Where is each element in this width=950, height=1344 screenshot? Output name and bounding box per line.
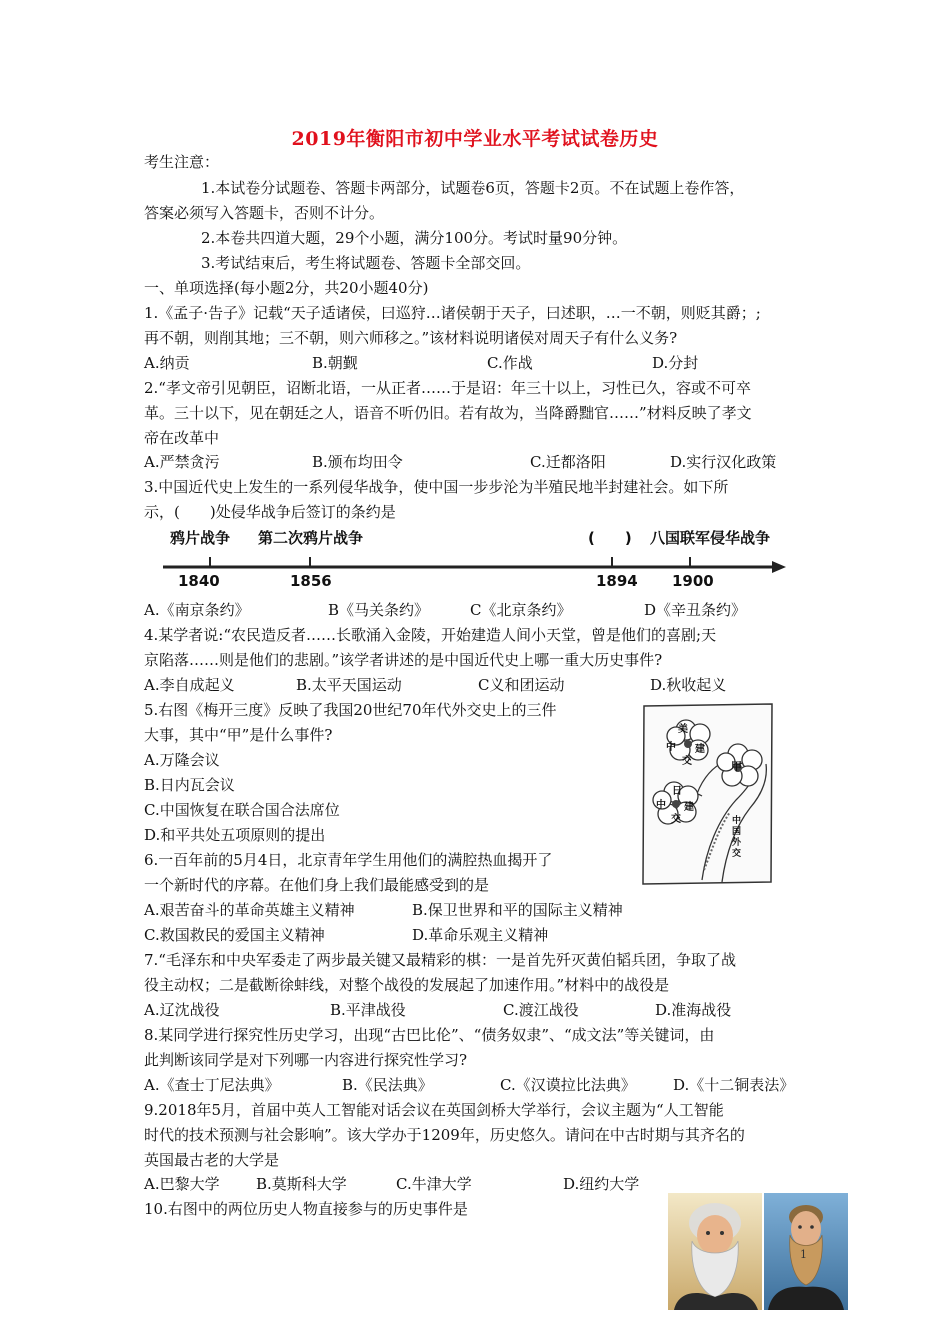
q8-option-c: C.《汉谟拉比法典》: [500, 1076, 636, 1094]
notice-line-2: 2.本卷共四道大题，29个小题，满分100分。考试时量90分钟。: [201, 229, 628, 247]
q1-stem-1: 1.《孟子·告子》记载“天子适诸侯，曰巡狩…诸侯朝于天子，曰述职，…一不朝，则贬其爵；;: [144, 304, 761, 322]
q3-option-a: A.《南京条约》: [144, 601, 250, 619]
notice-line-1-cont: 答案必须写入答题卡，否则不计分。: [144, 204, 385, 222]
blossom-label-jiao-1: 交: [682, 756, 692, 767]
q5-option-c: C.中国恢复在联合国合法席位: [144, 801, 340, 819]
timeline-year-4: 1900: [672, 572, 714, 590]
blossom-label-ri: 日: [672, 786, 682, 797]
q5-option-b: B.日内瓦会议: [144, 776, 235, 794]
blossom-label-zhong-2: 中: [656, 800, 666, 811]
q9-option-c: C.牛津大学: [396, 1175, 472, 1193]
q2-stem-3: 帝在改革中: [144, 429, 220, 447]
notice-line-3: 3.考试结束后，考生将试题卷、答题卡全部交回。: [201, 254, 531, 272]
q2-option-c: C.迁都洛阳: [530, 453, 606, 471]
q5-option-a: A.万隆会议: [144, 751, 220, 769]
q7-stem-2: 役主动权；二是截断徐蚌线，对整个战役的发展起了加速作用。”材料中的战役是: [144, 976, 670, 994]
q6-stem-2: 一个新时代的序幕。在他们身上我们最能感受到的是: [144, 876, 490, 894]
q6-option-b: B.保卫世界和平的国际主义精神: [412, 901, 623, 919]
blossom-label-jian-1: 建: [695, 744, 705, 755]
q9-option-d: D.纽约大学: [563, 1175, 640, 1193]
q2-option-b: B.颁布均田令: [312, 453, 403, 471]
notice-heading: 考生注意：: [144, 153, 220, 171]
q9-stem-3: 英国最古老的大学是: [144, 1151, 280, 1169]
q7-option-c: C.渡江战役: [503, 1001, 579, 1019]
timeline-year-2: 1856: [290, 572, 332, 590]
q5-option-d: D.和平共处五项原则的提出: [144, 826, 326, 844]
blossom-label-jiao-2: 交: [671, 814, 681, 825]
q3-stem-2: 示，( )处侵华战争后签订的条约是: [144, 503, 396, 521]
q6-stem-1: 6.一百年前的5月4日，北京青年学生用他们的满腔热血揭开了: [144, 851, 553, 869]
q2-option-d: D.实行汉化政策: [670, 453, 777, 471]
q9-stem-1: 9.2018年5月，首届中英人工智能对话会议在英国剑桥大学举行，会议主题为“人工智能: [144, 1101, 724, 1119]
q3-stem-1: 3.中国近代史上发生的一系列侵华战争，使中国一步步沦为半殖民地半封建社会。如下所: [144, 478, 729, 496]
q9-option-b: B.莫斯科大学: [256, 1175, 347, 1193]
q7-option-b: B.平津战役: [330, 1001, 406, 1019]
page-number: 1: [800, 1248, 807, 1261]
q6-option-c: C.救国救民的爱国主义精神: [144, 926, 325, 944]
q3-timeline: [160, 522, 790, 602]
q3-option-c: C《北京条约》: [470, 601, 572, 619]
q9-stem-2: 时代的技术预测与社会影响”。该大学办于1209年，历史悠久。请问在中古时期与其齐名的: [144, 1126, 745, 1144]
q7-option-a: A.辽沈战役: [144, 1001, 220, 1019]
q5-stem-1: 5.右图《梅开三度》反映了我国20世纪70年代外交史上的三件: [144, 701, 557, 719]
q7-stem-1: 7.“毛泽东和中央军委走了两步最关键又最精彩的棋：一是首先歼灭黄伯韬兵团，争取了战: [144, 951, 736, 969]
timeline-event-3-blank: ( ): [588, 529, 632, 547]
timeline-year-3: 1894: [596, 572, 638, 590]
timeline-year-1: 1840: [178, 572, 220, 590]
two-portraits-image: [668, 1193, 848, 1310]
q8-option-d: D.《十二铜表法》: [673, 1076, 795, 1094]
q1-option-d: D.分封: [652, 354, 699, 372]
q2-stem-1: 2.“孝文帝引见朝臣，诏断北语，一从正者……于是诏：年三十以上，习性已久，容或不可卒: [144, 379, 751, 397]
q4-stem-1: 4.某学者说:“农民造反者……长歌涌入金陵，开始建造人间小天堂，曾是他们的喜剧;天: [144, 626, 717, 644]
q4-stem-2: 京陷落……则是他们的悲剧。”该学者讲述的是中国近代史上哪一重大历史事件?: [144, 651, 663, 669]
q2-option-a: A.严禁贪污: [144, 453, 220, 471]
q8-stem-1: 8.某同学进行探究性历史学习，出现“古巴比伦”、“债务奴隶”、“成文法”等关键词，由: [144, 1026, 715, 1044]
page-title: 2019年衡阳市初中学业水平考试试卷历史: [291, 128, 659, 150]
plum-blossom-cartoon: [640, 700, 775, 886]
q8-stem-2: 此判断该同学是对下列哪一内容进行探究性学习?: [144, 1051, 468, 1069]
q1-stem-2: 再不朝，则削其地；三不朝，则六师移之。”该材料说明诸侯对周天子有什么义务?: [144, 329, 678, 347]
q9-option-a: A.巴黎大学: [144, 1175, 220, 1193]
blossom-label-mei: 美: [678, 724, 688, 735]
q6-option-a: A.艰苦奋斗的革命英雄主义精神: [144, 901, 355, 919]
q7-option-d: D.准海战役: [655, 1001, 732, 1019]
q5-stem-2: 大事，其中“甲”是什么事件?: [144, 726, 333, 744]
blossom-label-jia: 甲: [731, 760, 742, 773]
q4-option-c: C义和团运动: [478, 676, 565, 694]
q10-stem-1: 10.右图中的两位历史人物直接参与的历史事件是: [144, 1200, 468, 1218]
q4-option-d: D.秋收起义: [650, 676, 727, 694]
timeline-event-4: 八国联军侵华战争: [650, 529, 771, 547]
branch-label-foreign-affairs: 中国外交: [732, 816, 742, 859]
q1-option-c: C.作战: [487, 354, 533, 372]
q4-option-b: B.太平天国运动: [296, 676, 402, 694]
blossom-label-zhong-1: 中: [666, 742, 676, 753]
q1-option-a: A.纳贡: [144, 354, 190, 372]
q2-stem-2: 革。三十以下，见在朝廷之人，语音不听仍旧。若有故为，当降爵黜官……”材料反映了孝文: [144, 404, 752, 422]
q6-option-d: D.革命乐观主义精神: [412, 926, 549, 944]
q3-option-b: B《马关条约》: [328, 601, 430, 619]
timeline-event-1: 鸦片战争: [170, 529, 231, 547]
blossom-label-jian-2: 建: [684, 802, 694, 813]
q8-option-b: B.《民法典》: [342, 1076, 433, 1094]
notice-line-1: 1.本试卷分试题卷、答题卡两部分，试题卷6页，答题卡2页。不在试题上卷作答，: [201, 179, 745, 197]
timeline-axis: [160, 552, 790, 574]
q8-option-a: A.《查士丁尼法典》: [144, 1076, 280, 1094]
timeline-event-2: 第二次鸦片战争: [258, 529, 364, 547]
q1-option-b: B.朝觐: [312, 354, 358, 372]
q4-option-a: A.李自成起义: [144, 676, 235, 694]
section-heading: 一、单项选择(每小题2分，共20小题40分): [144, 279, 429, 297]
q3-option-d: D《辛丑条约》: [644, 601, 747, 619]
